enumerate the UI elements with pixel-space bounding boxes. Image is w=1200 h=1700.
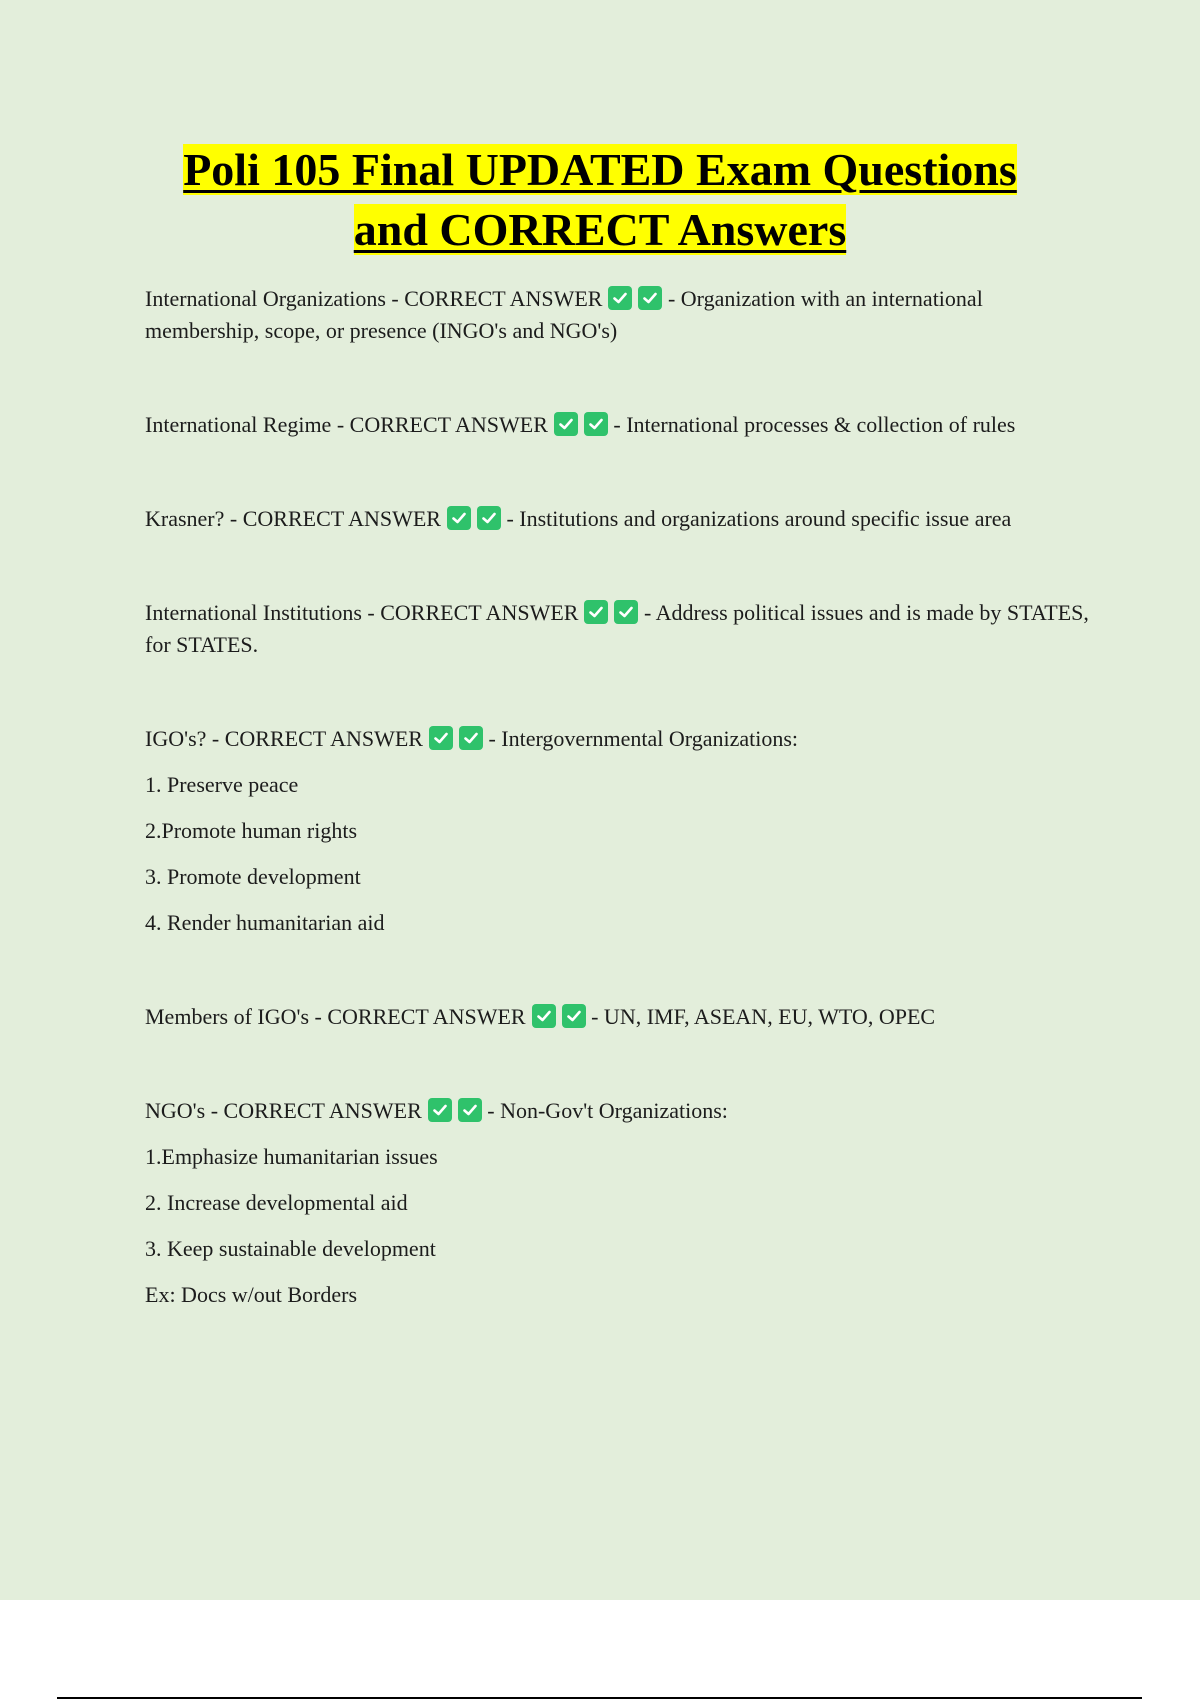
qa-term: Krasner? - CORRECT ANSWER bbox=[145, 506, 441, 531]
check-box-icon bbox=[608, 286, 632, 310]
check-box-icon bbox=[477, 506, 501, 530]
check-box-icon bbox=[532, 1004, 556, 1028]
list-item: 3. Promote development bbox=[145, 864, 361, 889]
list-item: 1. Preserve peace bbox=[145, 772, 299, 797]
qa-term: International Regime - CORRECT ANSWER bbox=[145, 412, 548, 437]
qa-heading bbox=[145, 723, 1095, 755]
check-box-icon bbox=[447, 506, 471, 530]
check-box-icon bbox=[554, 412, 578, 436]
check-box-icon bbox=[562, 1004, 586, 1028]
qa-definition: - Address political issues and is made by STATES, for STATES. bbox=[145, 600, 1089, 657]
title-line-1-text: Poli 105 Final UPDATED Exam Questions bbox=[183, 144, 1017, 195]
qa-definition: - Organization with an international membership, scope, or presence (INGO's and NGO's) bbox=[145, 286, 983, 343]
document-title bbox=[100, 140, 1100, 260]
list-item: 1.Emphasize humanitarian issues bbox=[145, 1144, 438, 1169]
title-line-1 bbox=[100, 140, 1100, 200]
list-item: 2. Increase developmental aid bbox=[145, 1190, 408, 1215]
check-box-icon bbox=[429, 726, 453, 750]
check-box-icon bbox=[614, 600, 638, 624]
qa-term: International Institutions - CORRECT ANSWER bbox=[145, 600, 579, 625]
title-line-2 bbox=[100, 200, 1100, 260]
qa-term: International Organizations - CORRECT ANSWER bbox=[145, 286, 603, 311]
qa-list bbox=[145, 283, 1095, 1373]
qa-definition: - Intergovernmental Organizations: bbox=[482, 726, 799, 751]
check-box-icon bbox=[584, 600, 608, 624]
check-box-icon bbox=[584, 412, 608, 436]
list-item: 3. Keep sustainable development bbox=[145, 1236, 436, 1261]
qa-term: NGO's - CORRECT ANSWER bbox=[145, 1098, 422, 1123]
footer-divider bbox=[57, 1697, 1142, 1699]
check-box-icon bbox=[638, 286, 662, 310]
list-item: Ex: Docs w/out Borders bbox=[145, 1282, 358, 1307]
qa-entry-international-organizations bbox=[145, 283, 1095, 347]
qa-entry-krasner bbox=[145, 503, 1095, 535]
qa-definition: - Non-Gov't Organizations: bbox=[481, 1098, 728, 1123]
check-box-icon bbox=[428, 1098, 452, 1122]
check-box-icon bbox=[459, 726, 483, 750]
qa-entry-members-of-igos bbox=[145, 1001, 1095, 1033]
qa-definition: - International processes & collection of rules bbox=[607, 412, 1016, 437]
qa-term: Members of IGO's - CORRECT ANSWER bbox=[145, 1004, 526, 1029]
qa-definition: - Institutions and organizations around specific issue area bbox=[500, 506, 1012, 531]
qa-entry-ngos bbox=[145, 1095, 1095, 1311]
check-box-icon bbox=[458, 1098, 482, 1122]
qa-entry-international-regime bbox=[145, 409, 1095, 441]
title-line-2-text: and CORRECT Answers bbox=[353, 204, 847, 255]
list-item: 2.Promote human rights bbox=[145, 818, 358, 843]
qa-entry-international-institutions bbox=[145, 597, 1095, 661]
qa-entry-igos bbox=[145, 723, 1095, 939]
qa-heading bbox=[145, 1095, 1095, 1127]
list-item: 4. Render humanitarian aid bbox=[145, 910, 385, 935]
qa-definition: - UN, IMF, ASEAN, EU, WTO, OPEC bbox=[585, 1004, 936, 1029]
qa-term: IGO's? - CORRECT ANSWER bbox=[145, 726, 423, 751]
